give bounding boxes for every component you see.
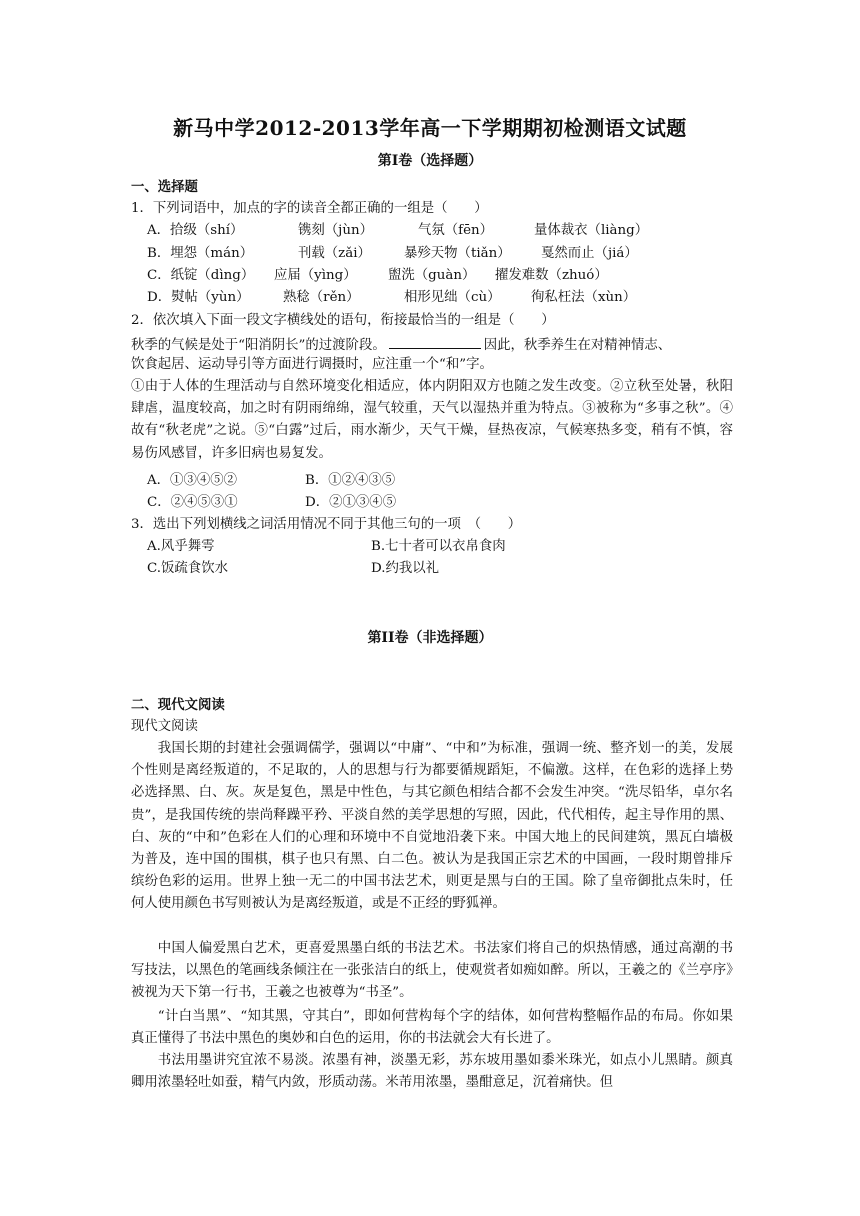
section2-heading: 二、现代文阅读 [131, 697, 225, 713]
q2-option: A．①③④⑤② [147, 473, 238, 488]
q1-option: 气氛（fēn） [418, 223, 494, 238]
q1-option: 暴殄天物（tiǎn） [404, 246, 511, 261]
q1-option: B．埋怨（mán） [147, 246, 254, 261]
q1-option: A．拾级（shí） [147, 223, 244, 238]
q1-option: C．纸锭（dìng） [147, 268, 255, 283]
reading-paragraph: 书法用墨讲究宜浓不易淡。浓墨有神，淡墨无彩，苏东坡用墨如黍米珠光，如点小儿黑睛。颜真卿用浓墨轻吐如蚕，精气内敛，形质动荡。米芾用浓墨，墨酣意足，沉着痛快。但 [131, 1053, 733, 1091]
q3-stem: 3．选出下列划横线之词活用情况不同于其他三句的一项 （ ） [131, 517, 522, 532]
q1-option: 戛然而止（jiá） [541, 246, 638, 261]
q2-option: B．①②④③⑤ [305, 473, 396, 488]
q1-option: 镌刻（jùn） [298, 223, 373, 238]
section1-heading: 一、选择题 [131, 179, 198, 195]
reading-paragraph: “计白当黑”、“知其黑，守其白”，即如何营构每个字的结体，如何营构整幅作品的布局。你如果真正懂得了书法中黑色的奥妙和白色的运用，你的书法就会大有长进了。 [131, 1009, 733, 1047]
part1-title: 第Ⅰ卷（选择题） [377, 153, 483, 169]
q1-option: 刊载（zǎi） [298, 246, 371, 261]
q2-context-line: 饮食起居、运动导引等方面进行调摄时，应注重一个“和”字。 [131, 357, 493, 372]
q3-option: B.七十者可以衣帛食肉 [371, 539, 506, 554]
reading-paragraph: 中国人偏爱黑白艺术，更喜爱黑墨白纸的书法艺术。书法家们将自己的炽热情感，通过高潮的书写技法，以黑色的笔画线条倾注在一张张洁白的纸上，使观赏者如痴如醉。所以，王羲之的《兰亭序》被视为天下第一行书，王羲之也被尊为“书圣”。 [131, 941, 733, 1001]
q2-context [131, 334, 671, 355]
q1-option: 相形见绌（cù） [404, 290, 501, 305]
q1-option: 应届（yìng） [274, 268, 357, 283]
q1-option: D．熨帖（yùn） [147, 290, 250, 305]
q3-option: D.约我以礼 [371, 561, 440, 576]
q1-option: 徇私枉法（xùn） [531, 290, 637, 305]
fill-blank-line [389, 334, 481, 349]
q2-sentences: ①由于人体的生理活动与自然环境变化相适应，体内阴阳双方也随之发生改变。②立秋至处暑，秋阳肆虐，温度较高，加之时有阴雨绵绵，湿气较重，天气以湿热并重为特点。③被称为“多事之秋”。④故有“秋老虎”之说。⑤“白露”过后，雨水渐少，天气干燥，昼热夜凉，气候寒热多变，稍有不慎，容易伤风感冒，许多旧病也易复发。 [131, 379, 733, 461]
q1-option: 量体裁衣（liàng） [534, 223, 649, 238]
q1-option: 盥洗（guàn） [388, 268, 476, 283]
q2-context-start: 秋季的气候是处于“阳消阴长”的过渡阶段。 [131, 338, 386, 353]
q3-option: C.饭疏食饮水 [147, 561, 228, 576]
q2-option: D．②①③④⑤ [305, 495, 397, 510]
q2-stem: 2．依次填入下面一段文字横线处的语句，衔接最恰当的一组是（ ） [131, 313, 555, 328]
reading-paragraph: 我国长期的封建社会强调儒学，强调以“中庸”、“中和”为标准，强调一统、整齐划一的美，发展个性则是离经叛道的，不足取的，人的思想与行为都要循规蹈矩，不偏激。这样，在色彩的选择上势必选择黑、白、灰。灰是复色，黑是中性色，与其它颜色相结合都不会发生冲突。“洗尽铅华，卓尔名贵”，是我国传统的崇尚释躁平矜、平淡自然的美学思想的写照，因此，代代相传，起主导作用的黑、白、灰的“中和”色彩在人们的心理和环境中不自觉地沿袭下来。中国大地上的民间建筑，黑瓦白墙极为普及，连中国的围棋，棋子也只有黑、白二色。被认为是我国正宗艺术的中国画，一段时期曾排斥缤纷色彩的运用。世界上独一无二的中国书法艺术，则更是黑与白的王国。除了皇帝御批点朱时，任何人使用颜色书写则被认为是离经叛道，或是不正经的野狐禅。 [131, 741, 733, 912]
part2-title: 第II卷（非选择题） [367, 630, 493, 646]
q2-option: C．②④⑤③① [147, 495, 238, 510]
q1-stem: 1．下列词语中，加点的字的读音全都正确的一组是（ ） [131, 201, 488, 216]
section2-subheading: 现代文阅读 [131, 719, 198, 734]
q3-option: A.风乎舞雩 [147, 539, 215, 554]
q2-context-end: 因此，秋季养生在对精神情志、 [483, 338, 672, 353]
q1-option: 熟稔（rěn） [283, 290, 360, 305]
page-title: 新马中学2012-2013学年高一下学期期初检测语文试题 [173, 116, 687, 140]
q1-option: 擢发难数（zhuó） [495, 268, 608, 283]
